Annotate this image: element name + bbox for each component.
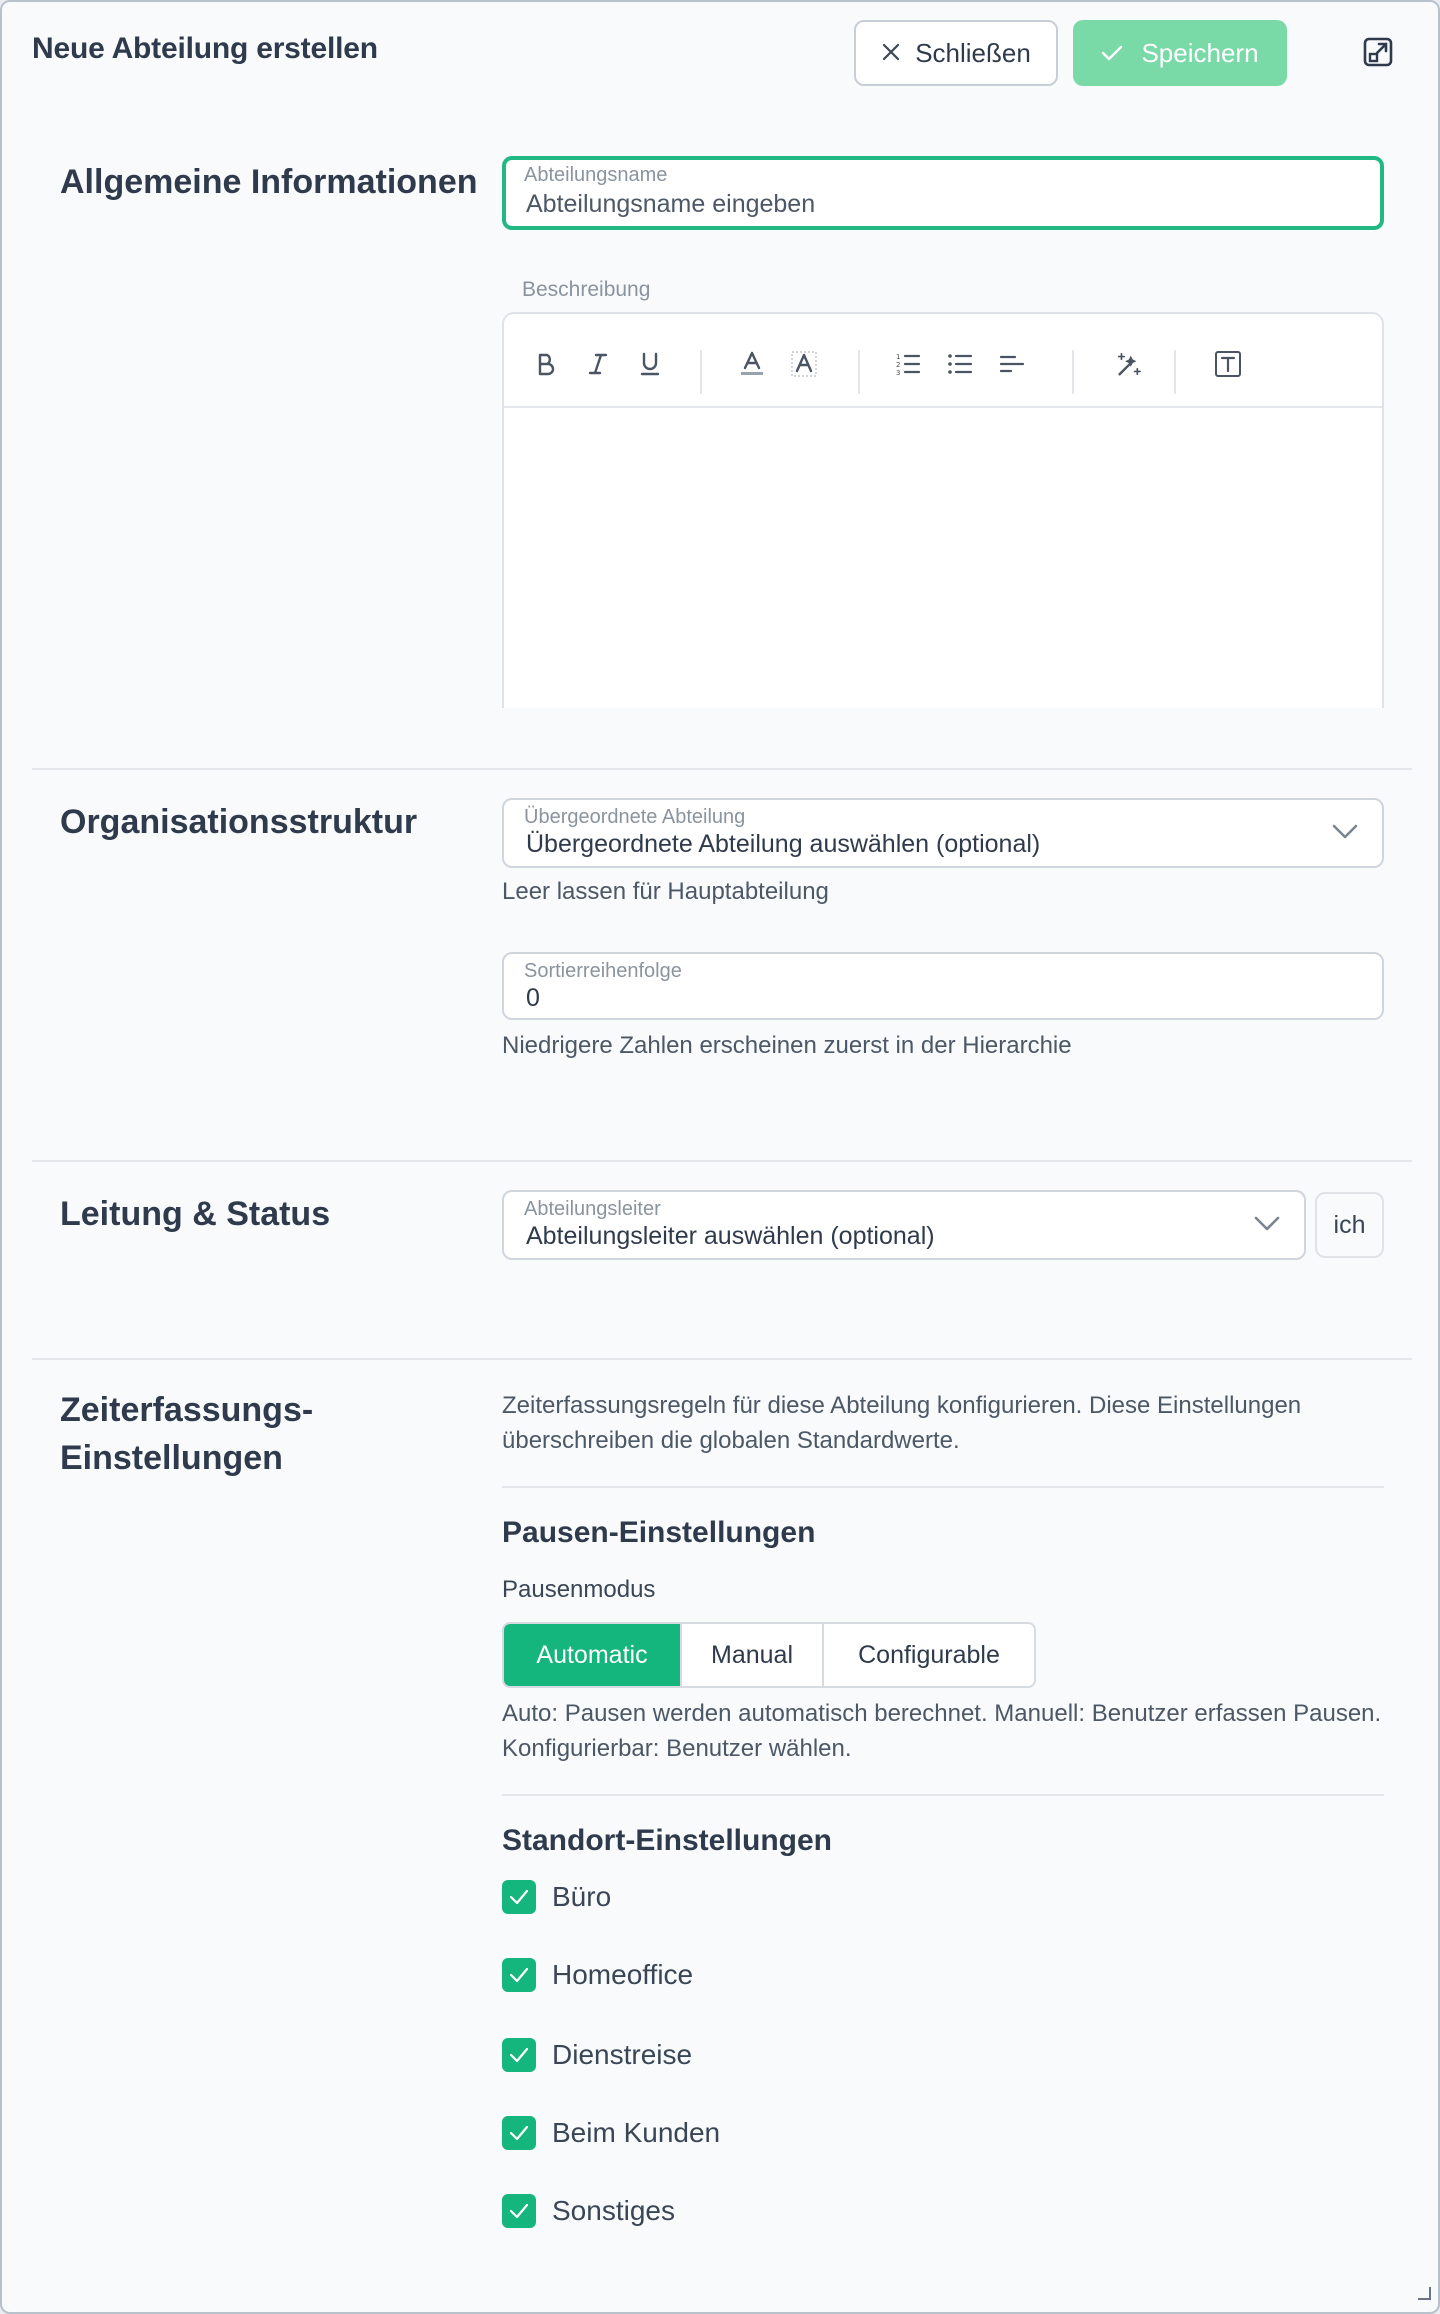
italic-icon[interactable] [584,350,612,378]
editor-toolbar [504,314,1382,408]
section-title-time-line2: Einstellungen [60,1439,283,1477]
checkbox-checked[interactable] [502,1880,536,1914]
parent-department-value: Übergeordnete Abteilung auswählen (optional) [526,830,1041,858]
resize-handle-icon[interactable] [1414,2283,1432,2306]
section-title-leadership: Leitung & Status [60,1195,331,1233]
toolbar-separator [1174,350,1176,394]
toolbar-separator [858,350,860,394]
section-divider [32,1160,1412,1162]
checkbox-checked[interactable] [502,2116,536,2150]
break-mode-label: Pausenmodus [502,1576,656,1603]
align-left-icon[interactable] [998,350,1026,378]
magic-wand-icon[interactable] [1114,350,1142,378]
location-checkbox-row[interactable] [502,1880,611,1914]
expand-button[interactable] [1354,32,1402,76]
dialog-title: Neue Abteilung erstellen [32,32,378,65]
location-checkbox-row[interactable] [502,2038,692,2072]
underline-icon[interactable] [636,350,664,378]
chevron-down-icon [1254,1216,1280,1237]
parent-department-label: Übergeordnete Abteilung [524,806,746,828]
checkbox-checked[interactable] [502,2194,536,2228]
breaks-title: Pausen-Einstellungen [502,1516,816,1549]
location-checkbox-row[interactable] [502,2116,720,2150]
subsection-divider [502,1486,1384,1488]
toolbar-separator [700,350,702,394]
department-name-label: Abteilungsname [524,164,668,186]
department-name-placeholder: Abteilungsname eingeben [526,190,816,218]
department-name-input[interactable] [502,156,1384,230]
location-checkbox-row[interactable] [502,2194,675,2228]
sort-order-label: Sortierreihenfolge [524,960,682,982]
text-color-icon[interactable] [738,350,766,378]
section-divider [32,1358,1412,1360]
parent-department-select[interactable] [502,798,1384,868]
close-icon [881,38,901,69]
save-button-label: Speichern [1141,37,1259,68]
section-title-general: Allgemeine Informationen [60,163,478,201]
section-title-time [60,1386,313,1482]
location-label: Homeoffice [552,1959,694,1990]
checkbox-checked[interactable] [502,1958,536,1992]
bullet-list-icon[interactable] [946,350,974,378]
svg-text:2: 2 [896,361,901,369]
expand-icon [1362,36,1394,73]
department-leader-value: Abteilungsleiter auswählen (optional) [526,1222,935,1250]
break-mode-manual[interactable]: Manual [682,1624,824,1686]
subsection-divider [502,1794,1384,1796]
description-label: Beschreibung [522,278,651,301]
save-button[interactable] [1073,20,1287,86]
location-settings-title: Standort-Einstellungen [502,1824,832,1857]
sort-order-input[interactable] [502,952,1384,1020]
toolbar-separator [1072,350,1074,394]
section-title-org: Organisationsstruktur [60,803,418,841]
description-editor[interactable] [502,312,1384,708]
break-mode-segmented-control [502,1622,1036,1688]
chevron-down-icon [1332,824,1358,845]
svg-text:1: 1 [896,353,901,361]
location-label: Beim Kunden [552,2117,721,2148]
location-label: Sonstiges [552,2195,675,2226]
checkbox-checked[interactable] [502,2038,536,2072]
department-leader-label: Abteilungsleiter [524,1198,661,1220]
bold-icon[interactable] [532,350,560,378]
parent-department-hint: Leer lassen für Hauptabteilung [502,878,829,905]
break-mode-configurable[interactable]: Configurable [858,1640,1000,1669]
department-leader-select[interactable] [502,1190,1306,1260]
highlight-icon[interactable] [790,350,818,378]
section-title-time-line1: Zeiterfassungs- [60,1391,314,1429]
section-divider [32,768,1412,770]
location-label: Dienstreise [552,2039,693,2070]
dialog-header [2,2,1440,106]
break-mode-automatic[interactable]: Automatic [504,1624,682,1686]
time-settings-description: Zeiterfassungsregeln für diese Abteilung konfigurieren. Diese Einstellungen überschreiben die globalen Standardwerte. [502,1392,1302,1454]
text-box-icon[interactable] [1214,350,1242,378]
sort-order-hint: Niedrigere Zahlen erscheinen zuerst in der Hierarchie [502,1032,1072,1059]
assign-me-button[interactable]: ich [1315,1192,1384,1258]
location-checkbox-row[interactable] [502,1958,693,1992]
sort-order-value: 0 [526,984,540,1012]
close-button-label: Schließen [915,37,1031,68]
location-label: Büro [552,1881,612,1912]
ordered-list-icon[interactable] [894,350,922,378]
break-mode-hint: Auto: Pausen werden automatisch berechnet. Manuell: Benutzer erfassen Pausen. Konfigurierbar: Benutzer wählen. [502,1700,1382,1762]
check-icon [1101,38,1123,69]
close-button[interactable] [854,20,1058,86]
svg-text:3: 3 [896,369,901,376]
